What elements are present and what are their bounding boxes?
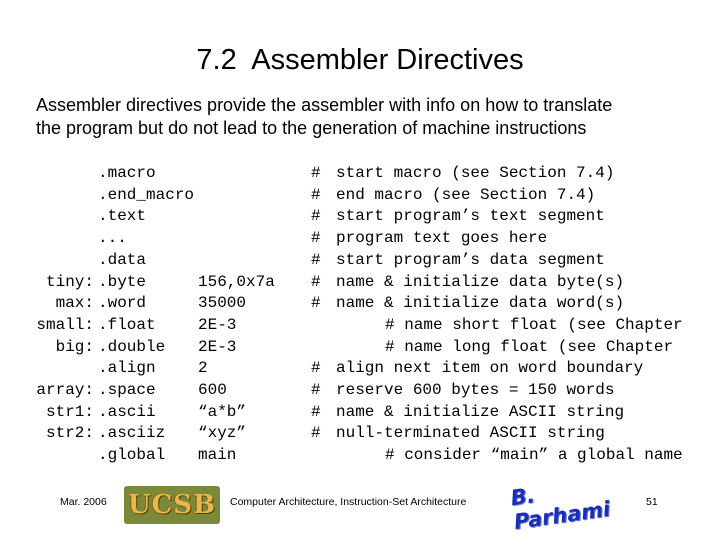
code-comment: name & initialize data byte(s) — [336, 272, 625, 291]
comment-marker: # — [311, 381, 321, 399]
slide-footer — [0, 483, 720, 535]
code-row — [0, 163, 720, 185]
code-row — [0, 402, 720, 424]
code-argument: “a*b” — [198, 402, 247, 421]
comment-marker: # — [311, 185, 321, 204]
code-comment: end macro (see Section 7.4) — [336, 185, 596, 204]
comment-marker: # — [311, 359, 321, 378]
code-comment: program text goes here — [336, 229, 548, 248]
intro-text — [36, 94, 716, 140]
code-comment: name & initialize ASCII string — [336, 402, 625, 421]
code-label: max: — [55, 294, 94, 313]
code-directive: .space — [98, 381, 156, 399]
footer-date: Mar. 2006 — [60, 496, 107, 508]
comment-marker: # — [311, 207, 321, 226]
comment-marker: # — [311, 272, 321, 291]
code-directive: .float — [98, 315, 156, 334]
code-label: tiny: — [45, 272, 94, 291]
code-row — [0, 423, 720, 445]
code-argument: 2E-3 — [198, 337, 237, 356]
code-comment: null-terminated ASCII string — [336, 424, 605, 443]
slide-title: 7.2 Assembler Directives — [196, 44, 524, 76]
intro-line: Assembler directives provide the assembler with info on how to translate — [36, 95, 613, 115]
code-directive: .text — [98, 207, 147, 226]
comment-marker: # — [311, 164, 321, 182]
comment-marker: # — [311, 250, 321, 269]
code-row — [0, 272, 720, 294]
code-argument: 35000 — [198, 294, 247, 313]
code-directive: .end_macro — [98, 185, 195, 204]
code-directive: .global — [98, 446, 166, 465]
comment-marker: # — [311, 294, 321, 313]
page-number: 51 — [646, 496, 658, 508]
code-directive: .asciiz — [98, 424, 166, 443]
code-directive: .word — [98, 294, 147, 313]
code-row — [0, 380, 720, 402]
code-directive: .align — [98, 359, 156, 378]
directive-code-listing — [0, 163, 720, 463]
code-argument: 600 — [198, 381, 227, 399]
intro-line: the program but do not lead to the generation of machine instructions — [36, 118, 587, 138]
code-comment: # name long float (see Chapter — [385, 337, 674, 356]
footer-course-title: Computer Architecture, Instruction-Set Architecture — [230, 496, 467, 508]
code-directive: ... — [98, 229, 127, 248]
code-label: str2: — [45, 424, 94, 443]
comment-marker: # — [311, 402, 321, 421]
ucsb-logo — [124, 486, 220, 524]
code-label: array: — [36, 381, 94, 399]
code-directive: .ascii — [98, 402, 156, 421]
code-comment: start macro (see Section 7.4) — [336, 164, 615, 182]
code-comment: # consider “main” a global name — [385, 446, 683, 465]
code-row — [0, 206, 720, 228]
code-comment: start program’s text segment — [336, 207, 605, 226]
code-argument: “xyz” — [198, 424, 247, 443]
code-label: str1: — [45, 402, 94, 421]
code-directive: .data — [98, 250, 147, 269]
code-row — [0, 315, 720, 337]
code-directive: .macro — [98, 164, 156, 182]
code-row — [0, 445, 720, 467]
code-row — [0, 337, 720, 359]
comment-marker: # — [311, 424, 321, 443]
code-comment: reserve 600 bytes = 150 words — [336, 381, 615, 399]
code-row — [0, 250, 720, 272]
code-comment: # name short float (see Chapter — [385, 315, 683, 334]
comment-marker: # — [311, 229, 321, 248]
code-label: small: — [36, 315, 94, 334]
code-row — [0, 358, 720, 380]
code-comment: start program’s data segment — [336, 250, 605, 269]
code-argument: 2E-3 — [198, 315, 237, 334]
code-label: big: — [55, 337, 94, 356]
author-signature-logo: B. Parhami — [509, 483, 612, 535]
code-comment: align next item on word boundary — [336, 359, 644, 378]
code-comment: name & initialize data word(s) — [336, 294, 625, 313]
code-row — [0, 185, 720, 207]
ucsb-logo-text: UCSB — [127, 490, 217, 520]
code-row — [0, 293, 720, 315]
code-row — [0, 228, 720, 250]
code-argument: 2 — [198, 359, 208, 378]
code-directive: .byte — [98, 272, 147, 291]
code-argument: main — [198, 446, 237, 465]
code-directive: .double — [98, 337, 166, 356]
code-argument: 156,0x7a — [198, 272, 275, 291]
